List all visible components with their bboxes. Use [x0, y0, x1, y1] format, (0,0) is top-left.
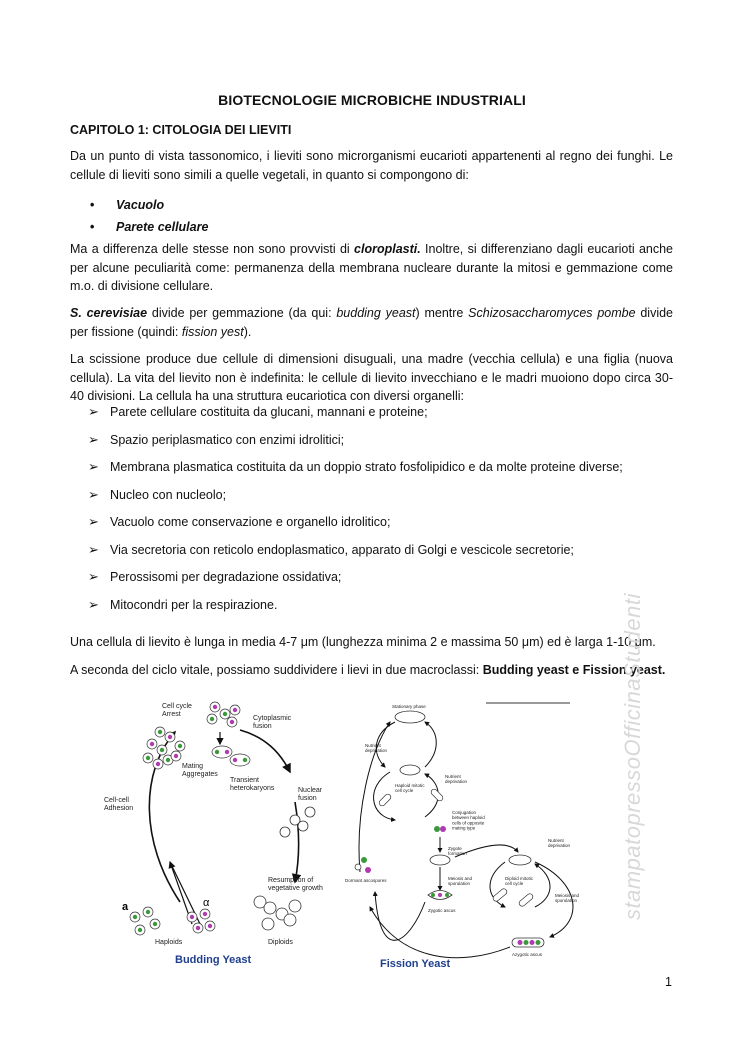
label-arrest	[162, 703, 192, 718]
list-item: ➢ Via secretoria con reticolo endoplasmatico, apparato di Golgi e vescicole secretorie;	[88, 543, 623, 571]
mating-aggregate-cells	[143, 727, 185, 769]
haploid-cells	[130, 907, 215, 935]
label-line: Cell cycle	[162, 703, 192, 710]
label-meiosis	[448, 876, 473, 886]
text-run: ).	[243, 324, 252, 339]
cell	[524, 940, 529, 945]
arrested-cells	[207, 702, 240, 727]
label-line: deprivation	[365, 748, 388, 754]
label-line: Nuclear	[298, 787, 323, 794]
paragraph-differences	[70, 240, 673, 296]
label-dormant: Dormant ascospores	[345, 878, 387, 883]
cell	[395, 711, 425, 723]
cell	[430, 788, 444, 802]
label-line: Nutrient	[548, 838, 564, 843]
cell	[530, 940, 535, 945]
label-line: vegetative growth	[268, 885, 323, 893]
label-line: mating type	[452, 825, 476, 831]
text-run: S. cerevisiae	[70, 306, 148, 320]
paragraph-scission: La scissione produce due cellule di dimensioni disuguali, una madre (vecchia cellula) e una figlia (nuova cellula). La vita del lievito non è indefinita: le cellule di lievito invecchiano e le madri muoiono dopo circa 30-40 divisioni. La cellula ha una struttura eucariotica con diversi organelli:	[70, 352, 673, 403]
label-line: Mating	[182, 763, 204, 770]
label-line: Meiosis and	[448, 876, 473, 881]
label-line: between haploid	[452, 815, 485, 821]
label-line: deprivation	[445, 779, 468, 785]
cell	[355, 864, 361, 870]
cell	[492, 888, 508, 903]
label-resumption	[268, 877, 323, 892]
text-run: cloroplasti.	[354, 242, 421, 256]
fission-yeast-figure	[340, 692, 620, 977]
label-line: fusion	[298, 795, 317, 803]
label-diploids: Diploids	[268, 939, 293, 946]
label-nutrient1	[365, 743, 388, 753]
label-haploid	[395, 783, 425, 793]
list-item: ➢ Spazio periplasmatico con enzimi idrolitici;	[88, 433, 623, 461]
page-number: 1	[665, 975, 672, 989]
cell	[365, 867, 371, 873]
text-run: divide per gemmazione (da qui:	[147, 306, 337, 320]
text-run: ) mentre	[415, 306, 469, 320]
fission-yeast-diagram	[340, 692, 620, 972]
document-title: BIOTECNOLOGIE MICROBICHE INDUSTRIALI	[218, 92, 526, 108]
list-item: ➢ Vacuolo come conservazione e organello idrolitico;	[88, 515, 623, 543]
budding-yeast-caption: Budding Yeast	[175, 954, 252, 966]
label-line: fusion	[253, 723, 272, 731]
label-nutrient3	[548, 838, 571, 848]
label-line: heterokaryons	[230, 785, 275, 793]
label-nutrient2	[445, 774, 468, 784]
paragraph-classes	[70, 661, 673, 680]
arrow	[370, 907, 510, 958]
text-run: Inoltre, si differenziano dagli eucarioti anche per alcune peculiarità come: permanenza della membrana nucleare durante la mitosi e gemmazione come m.o. di divisione cellulare.	[70, 242, 673, 293]
fission-yeast-caption: Fission Yeast	[380, 958, 451, 970]
paragraph-taxonomy: Da un punto di vista tassonomico, i lieviti sono microrganismi eucarioti appartenenti al regno dei funghi. Le cellule di lieviti sono simili a quelle vegetali, in quanto si compongono di:	[70, 149, 673, 182]
list-item: ➢ Nucleo con nucleolo;	[88, 488, 623, 516]
budding-yeast-diagram	[100, 692, 350, 967]
list-item: ➢ Mitocondri per la respirazione.	[88, 598, 623, 626]
label-line: sporulation	[448, 881, 471, 887]
text-run: fission yest	[181, 324, 244, 339]
label-zygote	[448, 846, 467, 856]
cell	[378, 793, 392, 807]
watermark: stampatopressoOfficinaStudenti	[620, 593, 645, 920]
label-line: Cytoplasmic	[253, 715, 292, 722]
label-line: Arrest	[162, 711, 181, 719]
label-meiosis2	[555, 893, 580, 903]
list-item: ➢ Membrana plasmatica costituita da un doppio strato fosfolipidico e da molte proteine diverse;	[88, 460, 623, 488]
label-adhesion	[104, 797, 133, 812]
chapter-heading: CAPITOLO 1: CITOLOGIA DEI LIEVITI	[70, 123, 292, 137]
label-line: Resumption of	[268, 877, 314, 884]
label-line: Aggregates	[182, 771, 218, 779]
cell	[445, 893, 449, 897]
divider	[486, 702, 570, 704]
label-transient	[230, 777, 275, 792]
label-cyto	[253, 715, 292, 730]
label-mating-alpha: α	[203, 897, 210, 909]
paragraph-size: Una cellula di lievito è lunga in media 4-7 μm (lunghezza minima 2 e massima 50 μm) ed è larga 1-10 μm.	[70, 635, 656, 649]
arrow	[535, 864, 550, 907]
label-mating-a: a	[122, 901, 129, 913]
label-haploids: Haploids	[155, 939, 183, 946]
label-line: formation	[448, 851, 467, 857]
label-nuclear	[298, 787, 323, 802]
diploid-cells	[254, 807, 315, 930]
budding-yeast-figure	[100, 692, 350, 972]
label-line: cell cycle	[395, 788, 414, 794]
label-line: Diploid mitotic	[505, 876, 534, 881]
cell	[361, 857, 367, 863]
organelle-list	[88, 405, 623, 625]
cell	[434, 826, 440, 832]
label-azygotic: Azygotic ascus	[512, 952, 543, 957]
cell	[400, 765, 420, 775]
bullet-list	[90, 194, 208, 238]
label-line: Conjugation	[452, 810, 477, 815]
label-line: deprivation	[548, 843, 571, 849]
arrow	[240, 730, 290, 772]
cell	[431, 893, 435, 897]
cell	[518, 940, 523, 945]
label-zygotic: Zygotic ascus	[428, 908, 456, 913]
heterokaryon-cells	[212, 746, 250, 766]
bullet-item: • Vacuolo	[90, 194, 208, 216]
text-run: Ma a differenza delle stesse non sono provvisti di	[70, 242, 355, 256]
label-line: Nutrient	[445, 774, 461, 779]
label-mating	[182, 763, 218, 778]
cell	[438, 893, 442, 897]
label-line: Zygote	[448, 846, 462, 851]
label-line: Haploid mitotic	[395, 783, 425, 788]
label-line: Transient	[230, 777, 259, 784]
label-diploid	[505, 876, 534, 886]
cell	[518, 893, 534, 908]
list-item: ➢ Parete cellulare costituita da glucani, mannani e proteine;	[88, 405, 623, 433]
text-run: A seconda del ciclo vitale, possiamo suddividere i lievi in due macroclassi:	[70, 663, 483, 677]
cell	[536, 940, 541, 945]
label-stationary: Stationary phase	[392, 704, 426, 709]
text-run: divide per fissione (quindi:	[70, 306, 673, 339]
label-line: sporulation	[555, 898, 578, 904]
label-line: Cell-cell	[104, 797, 129, 804]
list-item: ➢ Perossisomi per degradazione ossidativa;	[88, 570, 623, 598]
arrow	[425, 722, 436, 767]
text-run: budding yeast	[336, 306, 416, 320]
bullet-item: • Parete cellulare	[90, 216, 208, 238]
cell	[430, 855, 450, 865]
arrow	[295, 802, 299, 882]
label-line: Meiosis and	[555, 893, 580, 898]
text-run: Schizosaccharomyces pombe	[468, 306, 636, 320]
cell	[509, 855, 531, 865]
arrow	[375, 892, 425, 940]
label-line: Nutrient	[365, 743, 381, 748]
label-line: cell cycle	[505, 881, 524, 887]
paragraph-division	[70, 304, 673, 341]
cell	[440, 826, 446, 832]
label-line: cells of opposite	[452, 820, 485, 826]
label-line: Adhesion	[104, 805, 134, 813]
text-run: Budding yeast e Fission yeast.	[482, 663, 666, 677]
label-conjugation	[452, 810, 485, 831]
